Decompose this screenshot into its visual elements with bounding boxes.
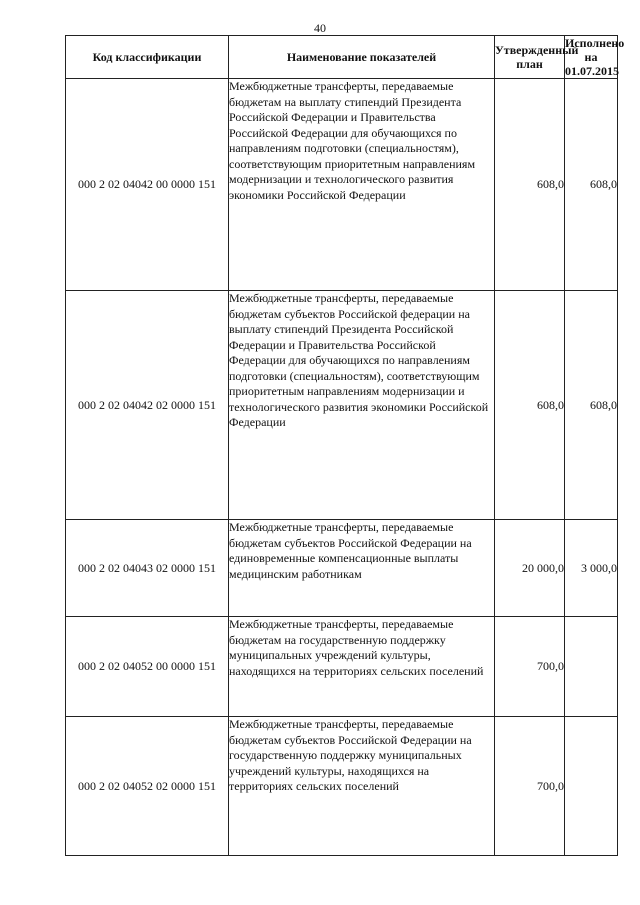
row-plan: 608,0: [495, 291, 565, 520]
header-code: Код классификации: [66, 36, 229, 79]
row-code: 000 2 02 04052 02 0000 151: [66, 717, 229, 856]
row-code: 000 2 02 04042 02 0000 151: [66, 291, 229, 520]
row-code: 000 2 02 04043 02 0000 151: [66, 520, 229, 617]
row-name: Межбюджетные трансферты, передаваемые бюджетам субъектов Российской федерации на выплату стипендий Президента Российской Федерации и Правительства Российской Федерации для обучающихся по направлениям подготовки (специальностям), соответствующим приоритетным направлениям модернизации и технологического развития экономики Российской Федерации: [229, 291, 495, 520]
row-plan: 700,0: [495, 717, 565, 856]
row-done: [565, 717, 618, 856]
table-row: [66, 717, 618, 856]
header-done: Исполнено на 01.07.2015: [565, 36, 625, 78]
row-code: 000 2 02 04042 00 0000 151: [66, 79, 229, 291]
page-number: 40: [314, 21, 326, 35]
header-name: Наименование показателей: [229, 36, 495, 79]
row-plan: 20 000,0: [495, 520, 565, 617]
table-row: [66, 291, 618, 520]
row-done: [565, 617, 618, 717]
row-done: 608,0: [565, 291, 618, 520]
row-plan: 700,0: [495, 617, 565, 717]
row-name: Межбюджетные трансферты, передаваемые бюджетам субъектов Российской Федерации на государственную поддержку муниципальных учреждений культуры, находящихся на территориях сельских поселений: [229, 717, 495, 856]
table-header-row: [66, 36, 618, 79]
table-row: [66, 617, 618, 717]
row-name: Межбюджетные трансферты, передаваемые бюджетам субъектов Российской Федерации на единовременные компенсационные выплаты медицинским работникам: [229, 520, 495, 617]
row-plan: 608,0: [495, 79, 565, 291]
row-name: Межбюджетные трансферты, передаваемые бюджетам на выплату стипендий Президента Российской Федерации и Правительства Российской Федерации для обучающихся по направлениям подготовки (специальностям), соответствующим приоритетным направлениям модернизации и технологического развития экономики Российской Федерации: [229, 79, 495, 291]
row-done: 608,0: [565, 79, 618, 291]
budget-table: [65, 35, 625, 856]
table-row: [66, 520, 618, 617]
row-done: 3 000,0: [565, 520, 618, 617]
row-name: Межбюджетные трансферты, передаваемые бюджетам на государственную поддержку муниципальных учреждений культуры, находящихся на территориях сельских поселений: [229, 617, 495, 717]
header-plan: Утвержденный план: [495, 36, 565, 79]
table-row: [66, 79, 618, 291]
row-code: 000 2 02 04052 00 0000 151: [66, 617, 229, 717]
